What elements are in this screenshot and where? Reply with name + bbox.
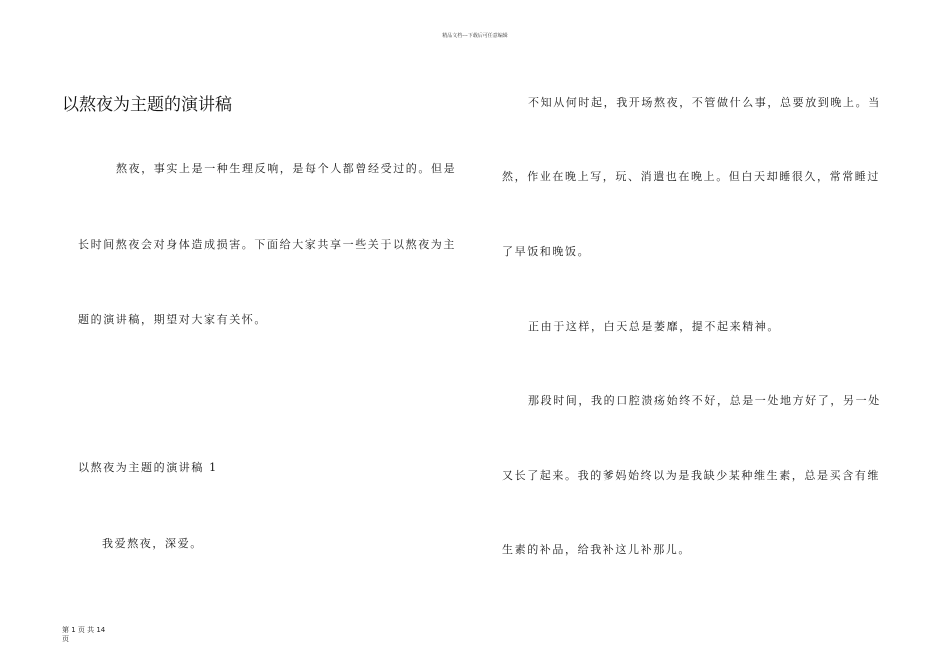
paragraph-line: 题的演讲稿，期望对大家有关怀。 <box>78 313 267 326</box>
paragraph-line: 正由于这样，白天总是萎靡，提不起来精神。 <box>528 320 780 333</box>
paragraph-line: 生素的补品，给我补这儿补那儿。 <box>502 543 691 556</box>
header-note: 精品文档---下载后可任意编辑 <box>442 33 508 39</box>
paragraph-line: 不知从何时起，我开场熬夜，不管做什么事，总要放到晚上。当 <box>528 96 881 109</box>
paragraph-line: 长时间熬夜会对身体造成损害。下面给大家共享一些关于以熬夜为主 <box>78 238 456 251</box>
paragraph-line: 然，作业在晚上写，玩、消遣也在晚上。但白天却睡很久，常常睡过 <box>502 170 880 183</box>
section-heading: 以熬夜为主题的演讲稿 1 <box>78 461 218 474</box>
page-title: 以熬夜为主题的演讲稿 <box>62 95 232 115</box>
page-footer <box>62 626 105 644</box>
paragraph-line: 熬夜，事实上是一种生理反响，是每个人都曾经受过的。但是 <box>116 162 457 175</box>
paragraph-line: 我爱熬夜，深爱。 <box>102 537 203 550</box>
page-number: 第 1 页 共 14 <box>62 626 106 634</box>
paragraph-line: 又长了起来。我的爹妈始终以为是我缺少某种维生素，总是买含有维 <box>502 469 880 482</box>
paragraph-line: 那段时间，我的口腔溃疡始终不好，总是一处地方好了，另一处 <box>528 394 881 407</box>
paragraph-line: 了早饭和晚饭。 <box>502 245 591 258</box>
page-number-suffix: 页 <box>62 635 69 643</box>
